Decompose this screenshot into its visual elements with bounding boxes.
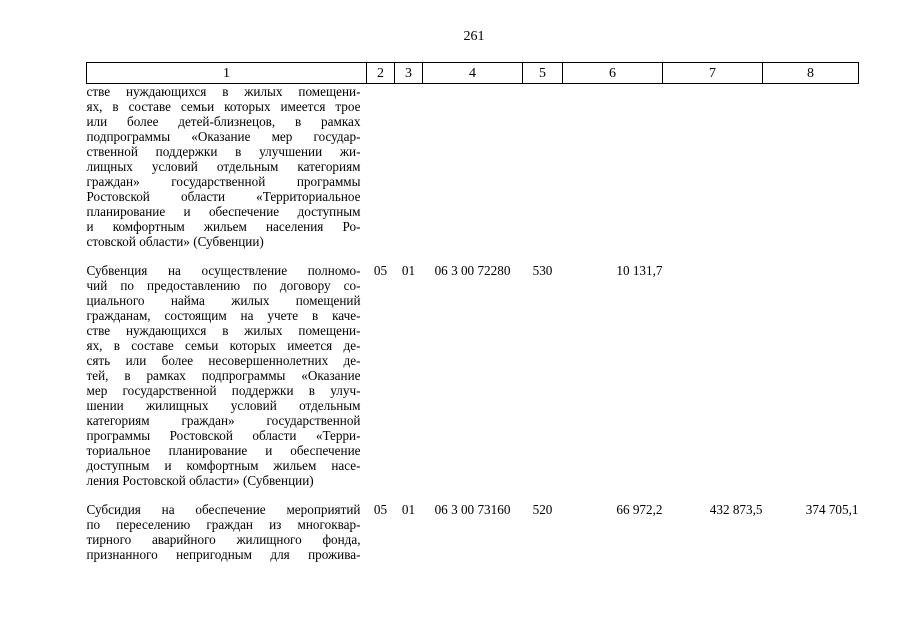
description-line: стовской области» (Субвенции) bbox=[86, 234, 264, 249]
amount-year-3 bbox=[763, 263, 859, 488]
section-code bbox=[367, 84, 395, 250]
amount-year-3: 374 705,1 bbox=[805, 502, 859, 517]
amount-year-1: 10 131,7 bbox=[616, 263, 663, 278]
description-line: ях, в составе семьи которых имеется трое bbox=[86, 99, 361, 114]
description-line: циального найма жилых помещений bbox=[86, 293, 361, 308]
target-article-code: 06 3 00 73160 bbox=[434, 502, 511, 517]
row-description bbox=[87, 84, 367, 250]
description-line: мер государственной поддержки в улуч- bbox=[86, 383, 361, 398]
description-line: ственной поддержки в улучшении жи- bbox=[86, 144, 361, 159]
subsection-code bbox=[395, 84, 423, 250]
table-header bbox=[87, 63, 859, 84]
column-header-1: 1 bbox=[87, 63, 367, 84]
table-row bbox=[87, 84, 859, 250]
section-code: 05 bbox=[373, 502, 388, 517]
amount-year-2 bbox=[663, 263, 763, 488]
description-line: тирного аварийного жилищного фонда, bbox=[86, 532, 361, 547]
table-row bbox=[87, 263, 859, 488]
target-article-code bbox=[423, 84, 523, 250]
description-line: граждан» государственной программы bbox=[86, 174, 361, 189]
description-line: Ростовской области «Территориальное bbox=[86, 189, 361, 204]
column-header-2: 2 bbox=[367, 63, 395, 84]
page-number: 261 bbox=[463, 29, 485, 44]
row-description bbox=[87, 263, 367, 488]
description-line: стве нуждающихся в жилых помещени- bbox=[86, 84, 361, 99]
description-line: Субсидия на обеспечение мероприятий bbox=[86, 502, 361, 517]
table-body bbox=[87, 84, 859, 563]
row-spacer-cell bbox=[87, 488, 859, 502]
description-line: ториальное планирование и обеспечение bbox=[86, 443, 361, 458]
row-spacer-cell bbox=[87, 249, 859, 263]
description-line: чий по предоставлению по договору со- bbox=[86, 278, 361, 293]
description-line: по переселению граждан из многоквар- bbox=[86, 517, 361, 532]
row-description bbox=[87, 502, 367, 562]
description-line: ления Ростовской области» (Субвенции) bbox=[86, 473, 314, 488]
description-line: программы Ростовской области «Терри- bbox=[86, 428, 361, 443]
expense-type-code: 520 bbox=[532, 502, 553, 517]
table-row bbox=[87, 502, 859, 562]
column-header-4: 4 bbox=[423, 63, 523, 84]
row-spacer bbox=[87, 249, 859, 263]
description-line: и комфортным жильем населения Ро- bbox=[86, 219, 361, 234]
description-line: стве нуждающихся в жилых помещени- bbox=[86, 323, 361, 338]
amount-year-2: 432 873,5 bbox=[709, 502, 763, 517]
column-header-6: 6 bbox=[563, 63, 663, 84]
amount-year-2 bbox=[663, 84, 763, 250]
expense-type-code: 530 bbox=[532, 263, 553, 278]
amount-year-3 bbox=[763, 84, 859, 250]
description-line: лищных условий отдельным категориям bbox=[86, 159, 361, 174]
column-header-3: 3 bbox=[395, 63, 423, 84]
description-line: признанного непригодным для прожива- bbox=[86, 547, 361, 562]
description-line: сять или более несовершеннолетних де- bbox=[86, 353, 361, 368]
description-line: доступным и комфортным жильем насе- bbox=[86, 458, 361, 473]
column-header-8: 8 bbox=[763, 63, 859, 84]
description-line: или более детей-близнецов, в рамках bbox=[86, 114, 361, 129]
subsection-code: 01 bbox=[401, 263, 416, 278]
description-line: категориям граждан» государственной bbox=[86, 413, 361, 428]
subsection-code: 01 bbox=[401, 502, 416, 517]
description-line: гражданам, состоящим на учете в каче- bbox=[86, 308, 361, 323]
expense-type-code bbox=[523, 84, 563, 250]
amount-year-1 bbox=[563, 84, 663, 250]
amount-year-1: 66 972,2 bbox=[616, 502, 663, 517]
column-header-5: 5 bbox=[523, 63, 563, 84]
target-article-code: 06 3 00 72280 bbox=[434, 263, 511, 278]
column-header-7: 7 bbox=[663, 63, 763, 84]
description-line: планирование и обеспечение доступным bbox=[86, 204, 361, 219]
description-line: подпрограммы «Оказание мер государ- bbox=[86, 129, 361, 144]
budget-table bbox=[86, 62, 859, 562]
description-line: ях, в составе семьи которых имеется де- bbox=[86, 338, 361, 353]
row-spacer bbox=[87, 488, 859, 502]
description-line: Субвенция на осуществление полномо- bbox=[86, 263, 361, 278]
section-code: 05 bbox=[373, 263, 388, 278]
description-line: тей, в рамках подпрограммы «Оказание bbox=[86, 368, 361, 383]
description-line: шении жилищных условий отдельным bbox=[86, 398, 361, 413]
